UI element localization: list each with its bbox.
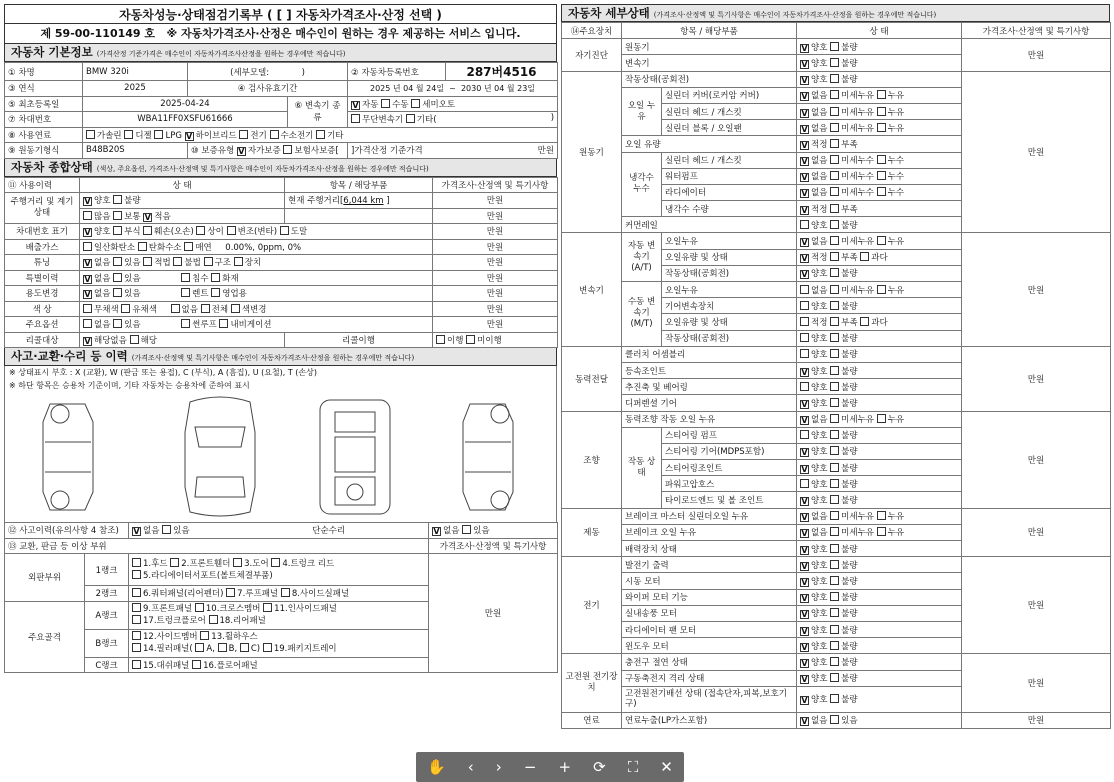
checkbox[interactable] (132, 631, 141, 640)
fit-icon[interactable]: ⛶ (627, 758, 639, 776)
checkbox[interactable]: V (801, 124, 808, 134)
first-reg-date: 2025-04-24 (83, 96, 288, 112)
checkbox[interactable]: V (801, 610, 808, 620)
checkbox[interactable]: V (801, 157, 808, 167)
checkbox[interactable] (800, 317, 809, 326)
checkbox[interactable] (200, 631, 209, 640)
checkbox[interactable]: V (801, 76, 808, 86)
viewer-toolbar (416, 752, 684, 782)
checkbox[interactable] (192, 660, 201, 669)
checkbox[interactable] (800, 301, 809, 310)
checkbox[interactable] (830, 544, 839, 553)
checkbox[interactable]: V (801, 399, 808, 409)
checkbox[interactable] (877, 527, 886, 536)
checkbox[interactable]: V (801, 594, 808, 604)
checkbox[interactable]: V (801, 173, 808, 183)
checkbox[interactable] (877, 123, 886, 132)
checkbox[interactable] (830, 58, 839, 67)
checkbox[interactable]: V (801, 270, 808, 280)
document-subtitle (4, 24, 557, 44)
checkbox[interactable] (877, 236, 886, 245)
checkbox[interactable] (263, 643, 272, 652)
checkbox[interactable] (830, 187, 839, 196)
checkbox[interactable] (132, 643, 141, 652)
checkbox[interactable] (830, 527, 839, 536)
overall-table: ⑪ 사용이력 상 태 항목 / 해당부품 가격조사·산정액 및 특기사항 주행거리 및 계기상태 V 양호 불량 현재 주행거리[6,044 km ] 만원 많음 보통 V 적음 만원 차대번호 표기 V 양호 부식 훼손(오손) 상이 변조(변타) 도말 만원 배출가스 일산화탄소 탄화수소 매연 0.00%, 0ppm, 0% 만원 튜닝 V 없음 있음 적법 불법 구조 장치 만원 특별이력 V 없음 있음 침수 화재 만원 용도변경 V 없음 있음 렌트 영업용 만원 색 상 무채색 유채색 없음 전체 색변경 만원 주요옵션 없음 있음 썬루프 내비게이션 만원 리콜대상 V 해당없음 해당 리콜이행 이행 미이행 (4, 177, 558, 349)
zoom-in-icon[interactable]: + (558, 758, 572, 776)
checkbox[interactable] (209, 615, 218, 624)
checkbox[interactable] (830, 414, 839, 423)
checkbox[interactable] (877, 187, 886, 196)
accident-table: ⑫ 사고이력(유의사항 4 참조) V 없음 있음 단순수리 V 없음 있음 ⑬ 교환, 판금 등 이상 부위 가격조사·산정액 및 특기사항 외판부위 1랭크 1.후드 2.프론트휀더 3.도어 4.트렁크 리드 5.라디에이터서포트(볼트체결부품) 만원 2랭크 6.쿼터패널(리어펜더) 7.루프패널 8.사이드실패널 주요골격 A랭크 9.프론트패널 10.크로스멤버 11.인사이드패널 17.트렁크플로어 18.리어패널 B랭크 12.사이드멤버 13.휠하우스 14.필러패널( A, B, C) 19.패키지트레이 C랭크 15.대쉬패널 16.플로어패널 (4, 522, 558, 673)
checkbox[interactable] (830, 382, 839, 391)
reg-no: 287버4516 (446, 63, 558, 81)
basic-info-table: ① 차명 BMW 320i (세부모델: ) ② 자동차등록번호 287버4516 ③ 연식 2025 ④ 검사유효기간 2025 년 04 월 24일 ~ 2030 년 04 월 23일 ⑤ 최초등록일 2025-04-24 ⑥ 변속기 종류 V 자동 수동 세미오토 ⑦ 차대번호 WBA11FF0XSFU61666 무단변속기 기타( ) ⑧ 사용연료 가솔린 디젤 LPG V 하이브리드 전기 수소전기 기타 ⑨ 원동기형식 B48B20S ⑩ 보증유형 V 자가보증 보험사보증[ ]가격산정 기준가격 만원 (4, 62, 558, 159)
checkbox[interactable]: V (801, 254, 808, 264)
checkbox[interactable] (830, 479, 839, 488)
checkbox[interactable] (263, 603, 272, 612)
checkbox[interactable]: V (801, 717, 808, 727)
document-notice: ※ 자동차가격조사·산정은 매수인이 원하는 경우 제공하는 서비스 입니다. (166, 27, 521, 40)
checkbox[interactable] (830, 333, 839, 342)
checkbox[interactable] (800, 220, 809, 229)
checkbox[interactable] (830, 463, 839, 472)
overall-header: 자동차 종합상태 (색상, 주요옵션, 가격조사·산정액 및 특기사항은 매수인이 자동차가격조사·산정을 원하는 경우에만 적습니다) (4, 159, 557, 177)
checkbox[interactable]: V (801, 367, 808, 377)
rotate-icon[interactable]: ⟳ (593, 758, 606, 776)
checkbox[interactable] (800, 479, 809, 488)
next-icon[interactable]: › (495, 758, 502, 776)
checkbox[interactable]: V (801, 92, 808, 102)
checkbox[interactable]: V (801, 626, 808, 636)
checkbox[interactable] (830, 694, 839, 703)
checkbox[interactable] (170, 558, 179, 567)
accident-note-1: ※ 상태표시 부호 : X (교환), W (판금 또는 용접), C (부식), A (흠집), U (요철), T (손상) (4, 366, 557, 379)
checkbox[interactable]: V (801, 642, 808, 652)
zoom-out-icon[interactable]: − (523, 758, 537, 776)
reg-no-label: ② 자동차등록번호 (348, 63, 446, 81)
hand-icon[interactable]: ✋ (427, 758, 446, 776)
checkbox[interactable] (226, 588, 235, 597)
checkbox[interactable] (830, 204, 839, 213)
checkbox[interactable] (830, 42, 839, 51)
accident-header: 사고·교환·수리 등 이력 (가격조사·산정액 및 특기사항은 매수인이 자동차가격조사·산정을 원하는 경우에만 적습니다) (4, 348, 557, 366)
checkbox[interactable] (877, 511, 886, 520)
checkbox[interactable] (830, 268, 839, 277)
checkbox[interactable] (132, 588, 141, 597)
accident-note-2: ※ 하단 항목은 승용차 기준이며, 기타 자동차는 승용차에 준하여 표시 (4, 379, 557, 392)
checkbox[interactable] (860, 317, 869, 326)
checkbox[interactable] (830, 446, 839, 455)
checkbox[interactable]: V (801, 448, 808, 458)
detail-header: 자동차 세부상태 (가격조사·산정액 및 특기사항은 매수인이 자동차가격조사·산정을 원하는 경우에만 적습니다) (561, 4, 1110, 22)
checkbox[interactable] (271, 558, 280, 567)
checkbox[interactable] (830, 366, 839, 375)
checkbox[interactable]: V (801, 497, 808, 507)
checkbox[interactable] (154, 130, 163, 139)
checkbox[interactable]: V (801, 238, 808, 248)
checkbox[interactable]: V (801, 529, 808, 539)
checkbox[interactable] (830, 155, 839, 164)
checkbox[interactable]: V (801, 416, 808, 426)
checkbox[interactable] (830, 252, 839, 261)
checkbox[interactable] (830, 625, 839, 634)
checkbox[interactable] (830, 139, 839, 148)
document-number: 제 59-00-110149 호 (40, 27, 156, 40)
checkbox[interactable] (218, 643, 227, 652)
checkbox[interactable] (830, 592, 839, 601)
close-icon[interactable]: ✕ (660, 758, 673, 776)
car-name-label: ① 차명 (5, 63, 83, 81)
checkbox[interactable] (281, 588, 290, 597)
checkbox[interactable] (800, 333, 809, 342)
checkbox[interactable]: V (801, 658, 808, 668)
vin: WBA11FF0XSFU61666 (83, 112, 288, 128)
checkbox[interactable] (830, 608, 839, 617)
checkbox[interactable] (132, 660, 141, 669)
checkbox[interactable] (830, 657, 839, 666)
fuel-options: 가솔린 디젤 LPG V 하이브리드 전기 수소전기 기타 (83, 127, 558, 143)
checkbox[interactable] (830, 511, 839, 520)
checkbox[interactable] (830, 560, 839, 569)
checkbox[interactable] (132, 615, 141, 624)
checkbox[interactable]: V (801, 140, 808, 150)
checkbox[interactable]: V (801, 577, 808, 587)
checkbox[interactable]: V (801, 545, 808, 555)
checkbox[interactable] (830, 220, 839, 229)
checkbox[interactable] (860, 252, 869, 261)
checkbox[interactable] (830, 74, 839, 83)
basic-info-header: 자동차 기본정보 (가격산정 기준가격은 매수인이 자동차가격조사산정을 원하는 경우에만 적습니다) (4, 44, 557, 62)
checkbox[interactable] (830, 576, 839, 585)
checkbox[interactable]: V (801, 205, 808, 215)
checkbox[interactable] (239, 130, 248, 139)
checkbox[interactable] (240, 643, 249, 652)
checkbox[interactable]: V (801, 59, 808, 69)
checkbox[interactable] (830, 236, 839, 245)
checkbox[interactable] (195, 643, 204, 652)
checkbox[interactable] (877, 171, 886, 180)
checkbox[interactable] (830, 349, 839, 358)
checkbox[interactable] (830, 90, 839, 99)
checkbox[interactable]: V (801, 43, 808, 53)
checkbox[interactable]: V (186, 131, 193, 141)
checkbox[interactable] (800, 285, 809, 294)
document-title: 자동차성능·상태점검기록부 ( [ ] 자동차가격조사·산정 선택 ) (4, 4, 557, 24)
checkbox[interactable] (86, 130, 95, 139)
checkbox[interactable] (800, 349, 809, 358)
checkbox[interactable] (830, 715, 839, 724)
motor-type: B48B20S (83, 143, 188, 159)
checkbox[interactable] (877, 414, 886, 423)
checkbox[interactable] (195, 603, 204, 612)
checkbox[interactable]: V (801, 696, 808, 706)
car-name: BMW 320i (83, 63, 188, 81)
checkbox[interactable]: V (801, 464, 808, 474)
prev-icon[interactable]: ‹ (467, 758, 474, 776)
checkbox[interactable]: V (801, 189, 808, 199)
checkbox[interactable] (830, 641, 839, 650)
detail-table: ⑭주요장치 항목 / 해당부품 상 태 가격조사·산정액 및 특기사항 자기진단 원동기 V 양호 불량 만원 변속기 V 양호 불량 원동기 작동상태(공회전) V 양호 불량 만원 오일 누유 실린더 커버(로커암 커버) V 없음 미세누유 누유 실린더 헤드 / 개스킷 V 없음 미세누유 누유 실린더 블록 / 오일팬 V 없음 미세누유 누유 오일 유량 V 적정 부족 냉각수 누수 실린더 헤드 / 개스킷 V 없음 미세누수 누수 워터펌프 V 없음 미세누수 누수 라디에이터 V 없음 미세누수 누수 냉각수 수량 V 적정 부족 커먼레일 양호 불량 변속기 자동 변속기 (A/T) 오일누유 V 없음 미세누유 누유 만원 오일유량 및 상태 V 적정 부족 과다 작동상태(공회전) V 양호 불량 수동 변속기 (M/T) 오일누유 없음 미세누유 누유 기어변속장치 양호 불량 오일유량 및 상태 적정 부족 과다 작동상태(공회전) 양호 불량 동력전달 클러치 어셈블리 양호 불량 만원 등속조인트 V 양호 불량 추진축 및 베어링 양호 불량 디퍼렌셜 기어 V 양호 불량 조향 동력조향 작동 오일 누유 V 없음 미세누유 누유 만원 작동 상태 스티어링 펌프 양호 불량 스티어링 기어(MDPS포함) V 양호 불량 스티어링조인트 V 양호 불량 파워고압호스 양호 불량 타이로드엔드 및 볼 조인트 V 양호 불량 제동 브레이크 마스터 실린더오일 누유 V 없음 미세누유 누유 만원 브레이크 오일 누유 V 없음 미세누유 누유 배력장치 상태 V 양호 불량 전기 발전기 출력 V 양호 불량 만원 시동 모터 V 양호 불량 와이퍼 모터 기능 V 양호 불량 실내송풍 모터 V 양호 불량 라디에이터 팬 모터 V 양호 불량 윈도우 모터 V 양호 불량 고전원 전기장치 충전구 절연 상태 V 양호 불량 만원 구동축전지 격리 상태 V 양호 불량 고전원전기배선 상태 (접속단자,피복,보호기구) V 양호 불량 연료 연료누출(LP가스포함) V 없음 있음 만원 (561, 22, 1111, 729)
checkbox[interactable] (830, 301, 839, 310)
checkbox[interactable] (830, 123, 839, 132)
checkbox[interactable] (830, 673, 839, 682)
car-diagrams (4, 392, 557, 522)
checkbox[interactable] (830, 398, 839, 407)
checkbox[interactable] (830, 430, 839, 439)
model-year: 2025 (83, 81, 188, 97)
right-column (561, 4, 1110, 729)
checkbox[interactable] (830, 495, 839, 504)
checkbox[interactable] (830, 317, 839, 326)
checkbox[interactable]: V (801, 108, 808, 118)
checkbox[interactable] (132, 603, 141, 612)
checkbox[interactable] (124, 130, 133, 139)
checkbox[interactable]: V (801, 675, 808, 685)
checkbox[interactable] (877, 285, 886, 294)
checkbox[interactable] (877, 107, 886, 116)
checkbox[interactable] (877, 155, 886, 164)
checkbox[interactable]: V (801, 561, 808, 571)
checkbox[interactable]: V (801, 513, 808, 523)
checkbox[interactable] (830, 171, 839, 180)
checkbox[interactable] (316, 130, 325, 139)
checkbox[interactable] (132, 558, 141, 567)
left-column (4, 4, 557, 673)
checkbox[interactable] (270, 130, 279, 139)
car-diagram-svg (5, 392, 556, 522)
checkbox[interactable] (877, 90, 886, 99)
checkbox[interactable] (830, 285, 839, 294)
checkbox[interactable] (233, 558, 242, 567)
checkbox[interactable] (800, 430, 809, 439)
checkbox[interactable] (830, 107, 839, 116)
checkbox[interactable] (800, 382, 809, 391)
